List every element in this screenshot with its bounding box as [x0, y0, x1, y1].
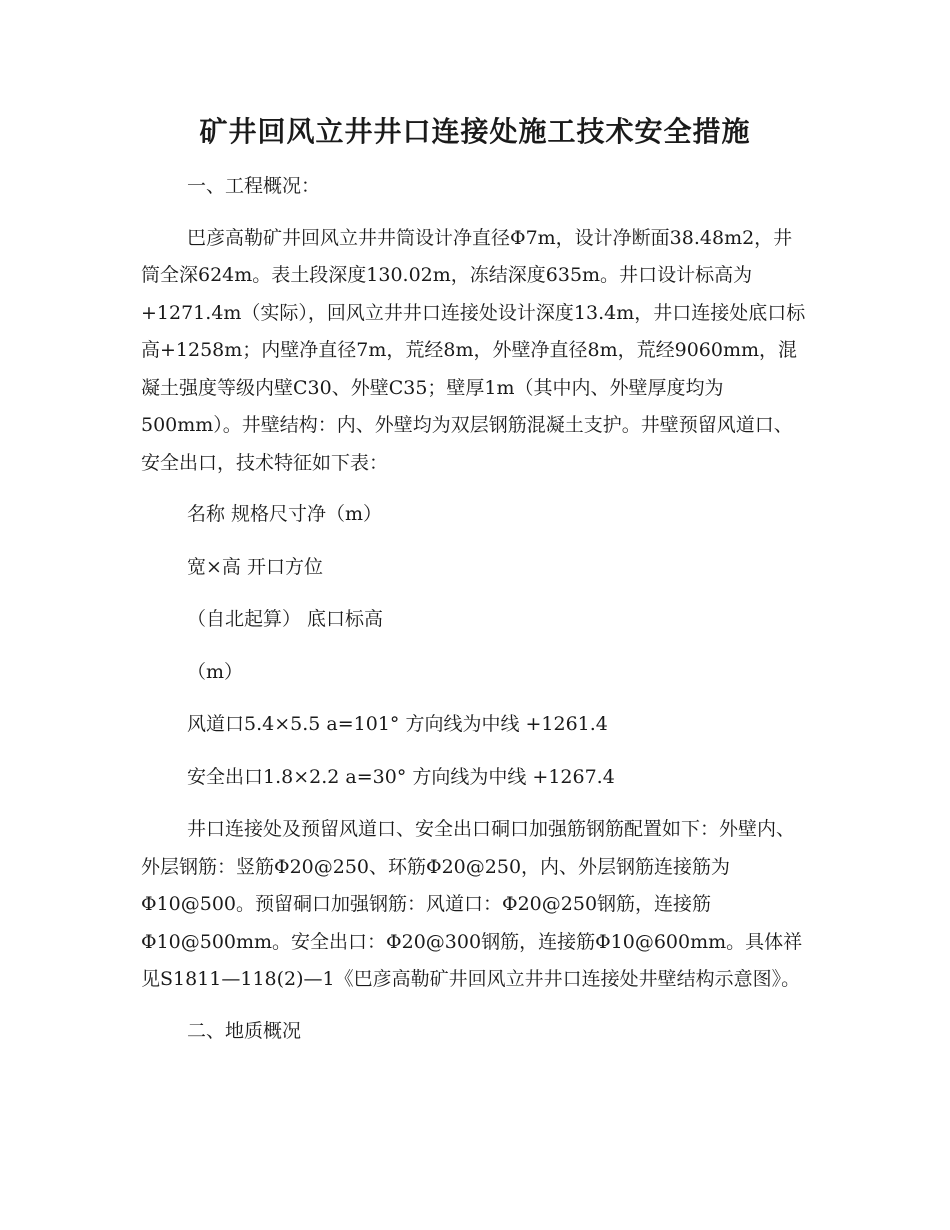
table-line-safety-exit: 安全出口1.8×2.2 a=30° 方向线为中线 +1267.4: [187, 765, 615, 788]
section-heading-project-overview: 一、工程概况：: [187, 175, 321, 197]
document-title: 矿井回风立井井口连接处施工技术安全措施: [199, 115, 751, 148]
table-line-header-1: 名称 规格尺寸净（m）: [187, 503, 383, 525]
table-line-air-duct: 风道口5.4×5.5 a=101° 方向线为中线 +1261.4: [187, 713, 608, 735]
table-line-header-2: 宽×高 开口方位: [187, 555, 323, 578]
document-body: [141, 168, 809, 1050]
section-heading-geology: 二、地质概况: [187, 1019, 302, 1042]
table-line-header-4: （m）: [187, 660, 244, 683]
paragraph-project-overview: 巴彦高勒矿井回风立井井筒设计净直径Φ7m，设计净断面38.48m2，井筒全深624m。表土段深度130.02m，冻结深度635m。井口设计标高为+1271.4m（实际），回风立井井口连接处设计深度13.4m，井口连接处底口标高+1258m；内壁净直径7m，荒经8m，外壁净直径8m，荒经9060mm，混凝土强度等级内壁C30、外壁C35；壁厚1m（其中内、外壁厚度均为500mm）。井壁结构：内、外壁均为双层钢筋混凝土支护。井壁预留风道口、安全出口，技术特征如下表：: [141, 226, 806, 474]
table-line-header-3: （自北起算） 底口标高: [187, 608, 384, 630]
paragraph-reinforcement: 井口连接处及预留风道口、安全出口硐口加强筋钢筋配置如下：外壁内、外层钢筋：竖筋Φ20@250、环筋Φ20@250，内、外层钢筋连接筋为Φ10@500。预留硐口加强钢筋：风道口：Φ20@250钢筋，连接筋Φ10@500mm。安全出口：Φ20@300钢筋，连接筋Φ10@600mm。具体祥见S1811—118(2)—1《巴彦高勒矿井回风立井井口连接处井壁结构示意图》。: [141, 818, 803, 990]
